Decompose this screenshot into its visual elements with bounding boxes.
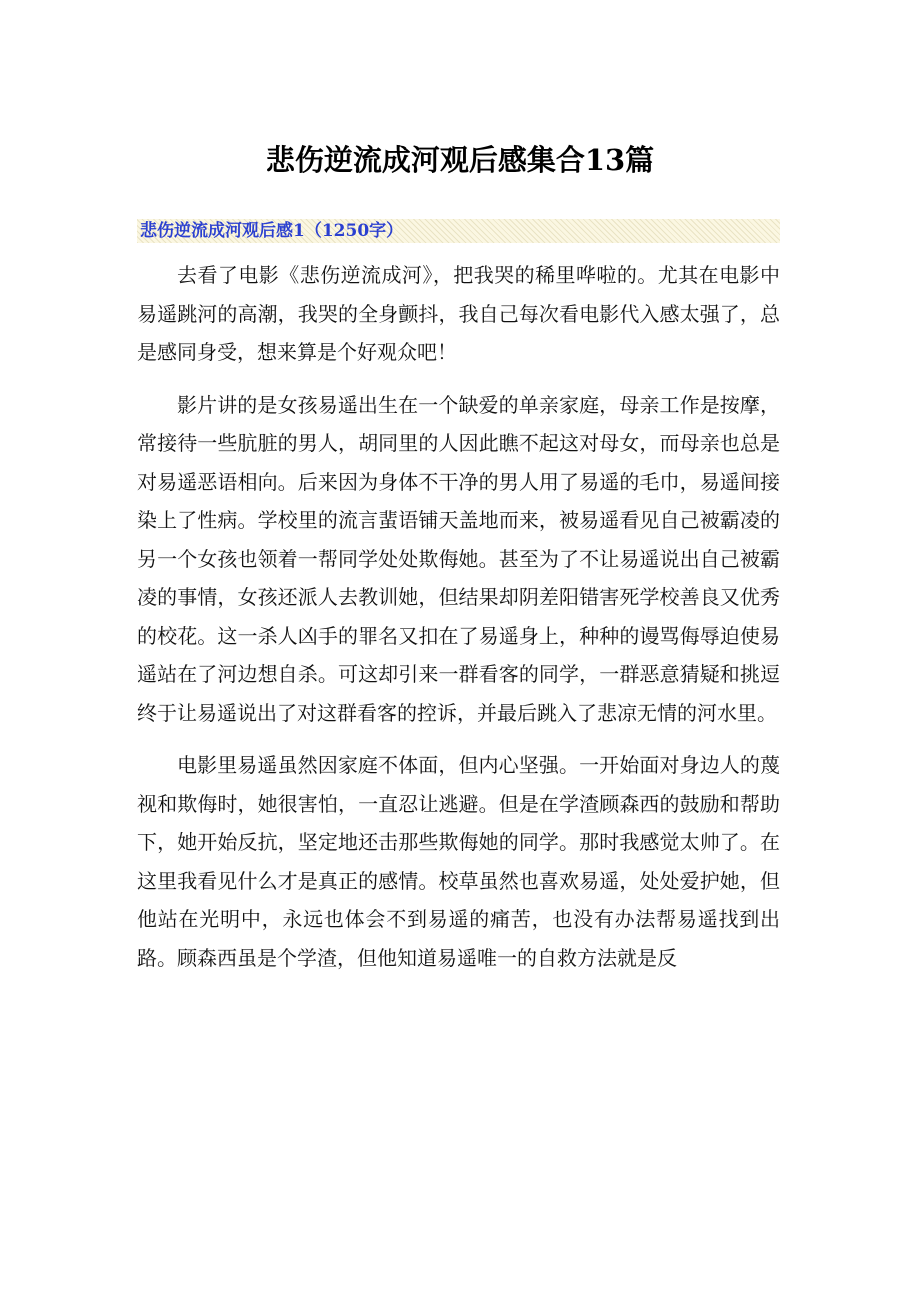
section-heading: 悲伤逆流成河观后感1（1250字）	[137, 219, 780, 243]
paragraph-2: 影片讲的是女孩易遥出生在一个缺爱的单亲家庭，母亲工作是按摩，常接待一些肮脏的男人，胡同里的人因此瞧不起这对母女，而母亲也总是对易遥恶语相向。后来因为身体不干净的男人用了易遥的毛巾，易遥间接染上了性病。学校里的流言蜚语铺天盖地而来，被易遥看见自己被霸凌的另一个女孩也领着一帮同学处处欺侮她。甚至为了不让易遥说出自己被霸凌的事情，女孩还派人去教训她，但结果却阴差阳错害死学校善良又优秀的校花。这一杀人凶手的罪名又扣在了易遥身上，种种的谩骂侮辱迫使易遥站在了河边想自杀。可这却引来一群看客的同学，一群恶意猜疑和挑逗终于让易遥说出了对这群看客的控诉，并最后跳入了悲凉无情的河水里。	[137, 392, 780, 725]
document-title: 悲伤逆流成河观后感集合13篇	[265, 143, 655, 177]
paragraph-3: 电影里易遥虽然因家庭不体面，但内心坚强。一开始面对身边人的蔑视和欺侮时，她很害怕，一直忍让逃避。但是在学渣顾森西的鼓励和帮助下，她开始反抗，坚定地还击那些欺侮她的同学。那时我感觉太帅了。在这里我看见什么才是真正的感情。校草虽然也喜欢易遥，处处爱护她，但他站在光明中，永远也体会不到易遥的痛苦，也没有办法帮易遥找到出路。顾森西虽是个学渣，但他知道易遥唯一的自救方法就是反	[137, 753, 780, 970]
document-body	[137, 256, 780, 991]
paragraph-1: 去看了电影《悲伤逆流成河》，把我哭的稀里哗啦的。尤其在电影中易遥跳河的高潮，我哭的全身颤抖，我自己每次看电影代入感太强了，总是感同身受，想来算是个好观众吧！	[137, 263, 780, 364]
